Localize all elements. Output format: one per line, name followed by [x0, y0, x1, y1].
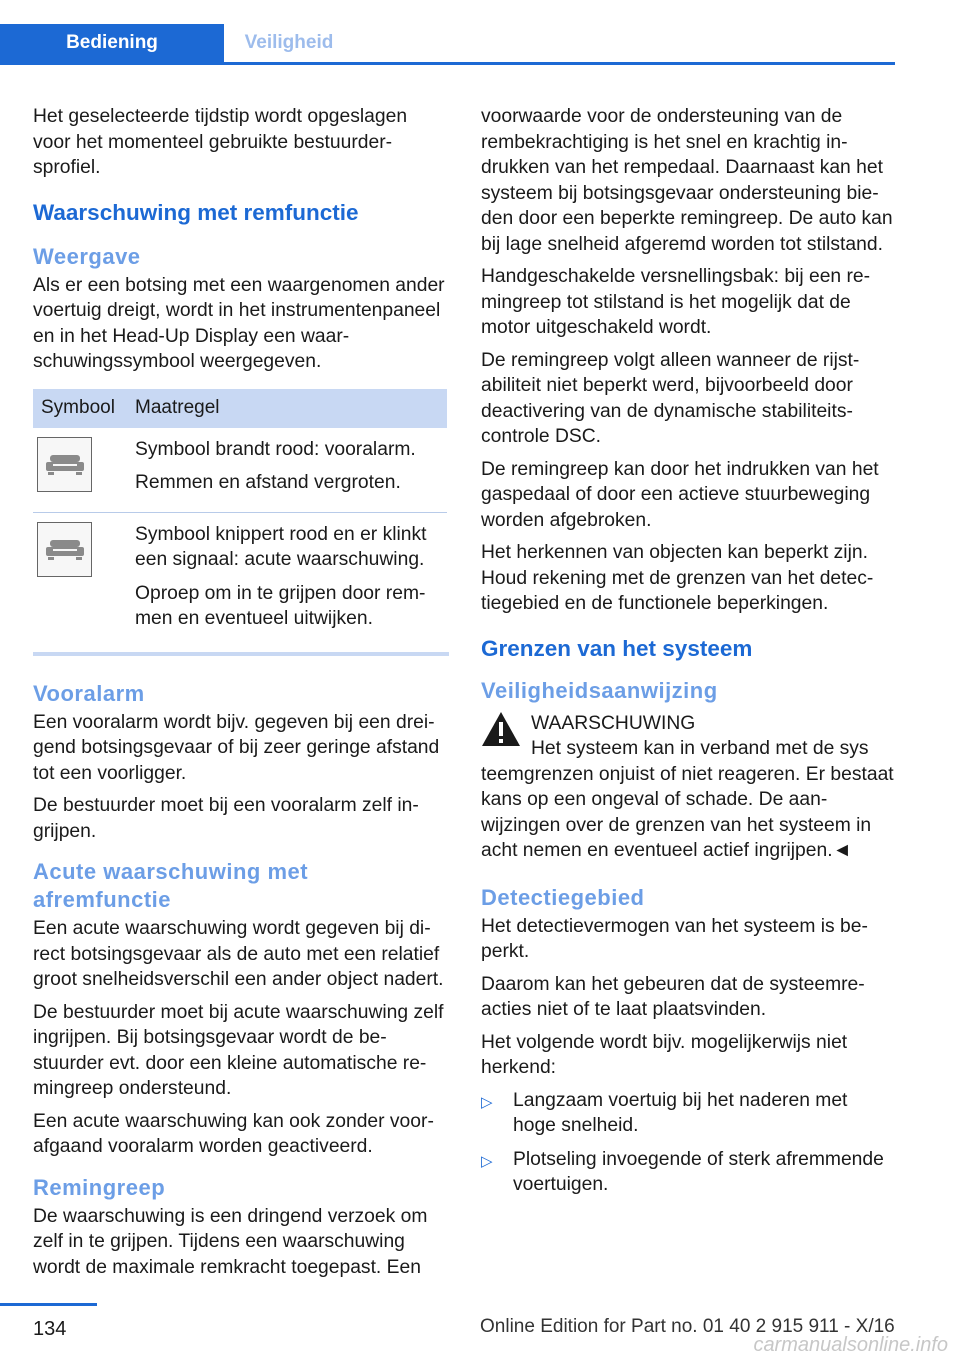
warning-box: [481, 711, 895, 864]
warning-title: WAARSCHUWING: [531, 712, 696, 734]
left-column: [33, 104, 449, 1287]
right-column: [481, 104, 895, 1206]
table-bottom-rule: [33, 652, 449, 656]
row2-text-b: Oproep om in te grijpen door remmen en eventueel uitwijken.: [135, 582, 426, 629]
table-row: [33, 512, 447, 648]
heading-grenzen: Grenzen van het systeem: [481, 635, 753, 661]
right-paragraph-1: voorwaarde voor de ondersteuning van de rembekrachtiging is het snel en krachtig indrukken van het rempedaal. Daarnaast kan het systeem bij botsingsgevaar ondersteuning bieden door een beperkte remingreep. De auto kan bij lage snelheid afgeremd worden tot stilstand.: [481, 106, 893, 255]
page-number: 134: [33, 1318, 67, 1340]
heading-veiligheidsaanwijzing: Veiligheidsaanwijzing: [481, 677, 718, 703]
detectie-paragraph-1: Het detectievermogen van het systeem is beperkt.: [481, 915, 868, 962]
page-number-bar: [0, 1303, 97, 1306]
tab-veiligheid[interactable]: Veiligheid: [244, 32, 334, 53]
heading-waarschuwing-remfunctie: Waarschuwing met remfunctie: [33, 199, 359, 225]
acute-paragraph-2: De bestuurder moet bij acute waarschuwing zelf ingrijpen. Bij botsingsgevaar wordt de bestuurder evt. door een kleine automatische remingreep ondersteund.: [33, 1001, 444, 1099]
section-tabs: [0, 24, 895, 65]
measure-cell: [127, 512, 447, 648]
vooralarm-paragraph-1: Een vooralarm wordt bijv. gegeven bij een dreigend botsingsgevaar of bij zeer geringe afstand tot een voorligger.: [33, 711, 440, 784]
warning-text: teemgrenzen onjuist of niet reageren. Er bestaat kans op een ongeval of schade. De aanwijzingen over de grenzen van het systeem in acht nemen en eventueel actief ingrijpen.◄: [481, 763, 894, 861]
right-paragraph-5: Het herkennen van objecten kan beperkt zijn. Houd rekening met de grenzen van het detectiegebied en de functionele beperkingen.: [481, 542, 874, 614]
symbol-cell: [33, 428, 127, 513]
intro-paragraph: Het geselecteerde tijdstip wordt opgeslagen voor het momenteel gebruikte bestuurdersprofiel.: [33, 106, 408, 178]
heading-vooralarm: Vooralarm: [33, 680, 145, 706]
detectie-list: [481, 1088, 895, 1198]
edition-footer: Online Edition for Part no. 01 40 2 915 911 - X/16: [480, 1316, 895, 1337]
triangle-bullet-icon: ▷: [481, 1152, 493, 1170]
right-paragraph-3: De remingreep volgt alleen wanneer de rijstabiliteit niet beperkt werd, bijvoorbeeld door deactivering van de dynamische stabiliteitscontrole DSC.: [481, 349, 860, 447]
table-row: [33, 428, 447, 513]
car-front-icon: [37, 522, 92, 577]
right-paragraph-2: Handgeschakelde versnellingsbak: bij een remingreep tot stilstand is het mogelijk dat de motor uitgeschakeld wordt.: [481, 266, 871, 338]
heading-acute-waarschuwing: Acute waarschuwing met afremfunctie: [33, 859, 309, 912]
detectie-paragraph-3: Het volgende wordt bijv. mogelijkerwijs niet herkend:: [481, 1031, 848, 1078]
row2-text-a: Symbool knippert rood en er klinkt een signaal: acute waarschuwing.: [135, 523, 427, 570]
row1-text-b: Remmen en afstand vergroten.: [135, 472, 401, 493]
tab-bediening[interactable]: Bediening: [0, 24, 224, 62]
warning-triangle-icon: [481, 711, 521, 747]
table-header-row: [33, 389, 447, 428]
heading-remingreep: Remingreep: [33, 1174, 166, 1200]
acute-paragraph-1: Een acute waarschuwing wordt gegeven bij direct botsingsgevaar als de auto met een relatief groot snelheidsverschil een ander object nadert.: [33, 918, 444, 990]
weergave-paragraph: Als er een botsing met een waargenomen ander voertuig dreigt, wordt in het instrumentenpaneel en in het Head-Up Display een waarschuwingssymbool weergegeven.: [33, 274, 445, 372]
symbol-table: [33, 389, 447, 648]
detectie-paragraph-2: Daarom kan het gebeuren dat de systeemreacties niet of te laat plaatsvinden.: [481, 973, 865, 1020]
header-symbool: Symbool: [33, 389, 127, 428]
triangle-bullet-icon: ▷: [481, 1093, 493, 1111]
right-paragraph-4: De remingreep kan door het indrukken van het gaspedaal of door een actieve stuurbeweging worden afgebroken.: [481, 458, 879, 531]
acute-paragraph-3: Een acute waarschuwing kan ook zonder voorafgaand vooralarm worden geactiveerd.: [33, 1110, 434, 1157]
list-item: [481, 1147, 895, 1198]
remingreep-paragraph: De waarschuwing is een dringend verzoek om zelf in te grijpen. Tijdens een waarschuwing wordt de maximale remkracht toegepast. Een: [33, 1205, 428, 1278]
heading-weergave: Weergave: [33, 243, 141, 269]
vooralarm-paragraph-2: De bestuurder moet bij een vooralarm zelf ingrijpen.: [33, 795, 419, 842]
warning-first-line: Het systeem kan in verband met de sys: [531, 738, 869, 759]
measure-cell: [127, 428, 447, 513]
watermark: carmanualsonline.info: [753, 1334, 948, 1356]
heading-detectiegebied: Detectiegebied: [481, 884, 645, 910]
list-item-text: Langzaam voertuig bij het naderen met hoge snelheid.: [513, 1089, 848, 1136]
list-item-text: Plotseling invoegende of sterk afremmende voertuigen.: [513, 1148, 884, 1195]
header-maatregel: Maatregel: [127, 389, 447, 428]
row1-text-a: Symbool brandt rood: vooralarm.: [135, 438, 416, 460]
symbol-cell: [33, 512, 127, 648]
list-item: [481, 1088, 895, 1139]
car-front-icon: [37, 437, 92, 492]
